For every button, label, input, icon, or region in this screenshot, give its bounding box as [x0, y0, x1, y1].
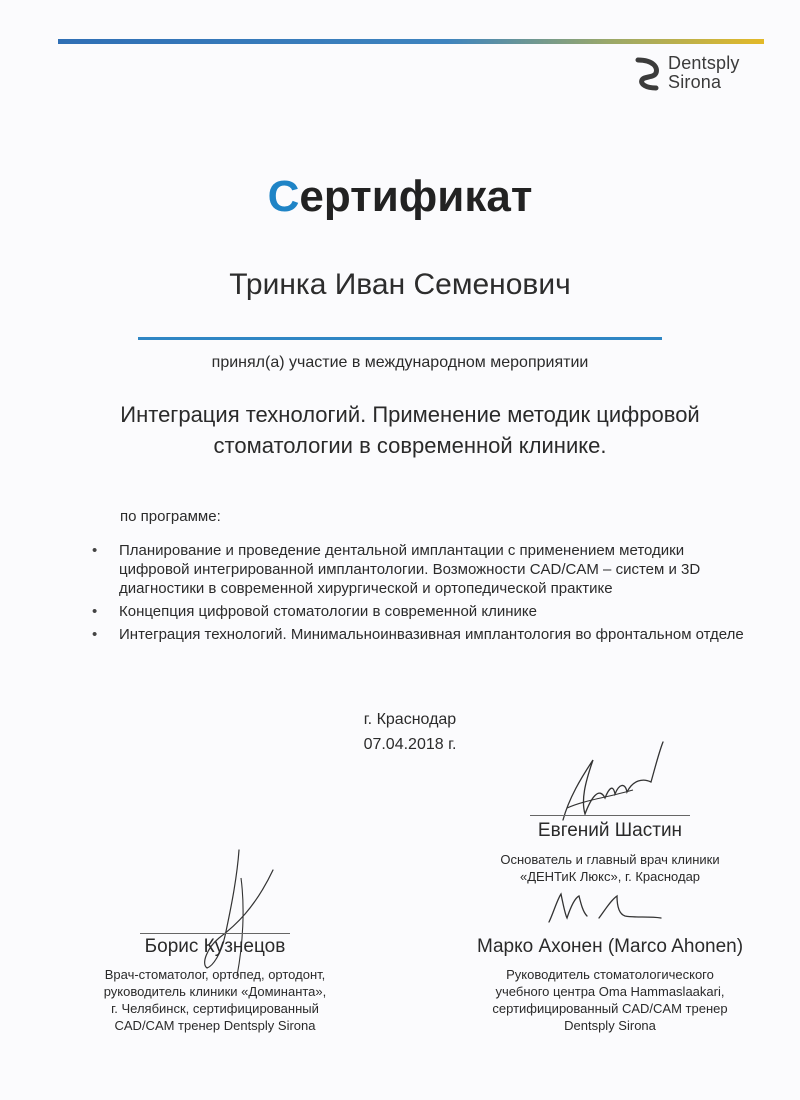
signatory-name: Борис Кузнецов	[144, 936, 286, 957]
signature-line-shastin	[530, 815, 690, 816]
dentsply-sirona-logo	[632, 54, 767, 94]
title-first-letter: С	[267, 172, 300, 221]
signatory-role-line: CAD/CAM тренер Dentsply Sirona	[114, 1018, 316, 1033]
signatory-role-line: Врач-стоматолог, ортопед, ортодонт,	[104, 967, 326, 982]
signature-kuznetsov	[185, 848, 285, 978]
bullet: •	[92, 603, 98, 620]
event-title	[60, 399, 760, 461]
signature-line-kuznetsov	[140, 933, 290, 934]
program-item-text: Концепция цифровой стоматологии в современной клинике	[119, 603, 537, 620]
place-and-date	[300, 707, 520, 757]
title-rest: ертификат	[299, 172, 533, 221]
participation-text: принял(а) участие в международном мероприятии	[211, 354, 589, 371]
list-item	[92, 541, 752, 598]
signatory-role-line: «ДЕНТиК Люкс», г. Краснодар	[519, 869, 701, 884]
signature-ahonen	[545, 888, 665, 928]
signatory-role-line: г. Челябинск, сертифицированный	[111, 1001, 319, 1016]
event-title-line-2: стоматологии в современной клинике.	[213, 433, 607, 458]
program-item-text: Планирование и проведение дентальной имплантации с применением методики цифровой интегрированной имплантологии. Возможности CAD/CAM – систем и 3D диагностики в современной хирургической и ортопедической практике	[119, 542, 701, 597]
bullet: •	[92, 626, 98, 643]
recipient-underline	[138, 337, 662, 340]
certificate-title	[0, 172, 800, 222]
signatory-role	[460, 851, 760, 885]
city: г. Краснодар	[363, 711, 457, 728]
logo-wordmark	[668, 54, 740, 92]
logo-line-1: Dentsply	[668, 53, 740, 73]
event-title-line-1: Интеграция технологий. Применение методик цифровой	[120, 402, 700, 427]
signatory-role	[70, 966, 360, 1034]
recipient-name: Тринка Иван Семенович	[229, 268, 571, 301]
program-item-text: Интеграция технологий. Минимальноинвазивная имплантология во фронтальном отделе	[119, 626, 744, 643]
signatory-name: Марко Ахонен (Marco Ahonen)	[476, 936, 744, 957]
date: 07.04.2018 г.	[363, 736, 457, 753]
list-item	[92, 625, 752, 644]
signatory-role-line: Руководитель стоматологического	[506, 967, 714, 982]
signatory-role	[460, 966, 760, 1034]
signatory-role-line: Dentsply Sirona	[564, 1018, 656, 1033]
bullet: •	[92, 542, 98, 559]
program-list	[92, 541, 752, 648]
list-item	[92, 602, 752, 621]
dentsply-sirona-logo-icon	[632, 56, 662, 92]
signatory-name: Евгений Шастин	[537, 820, 683, 841]
signatory-role-line: руководитель клиники «Доминанта»,	[103, 984, 327, 999]
signatory-role-line: Основатель и главный врач клиники	[500, 852, 720, 867]
signatory-role-line: сертифицированный CAD/CAM тренер	[492, 1001, 728, 1016]
signatory-role-line: учебного центра Oma Hammaslaakari,	[495, 984, 725, 999]
logo-line-2: Sirona	[668, 72, 722, 92]
top-gradient-bar	[58, 39, 764, 44]
program-label: по программе:	[120, 508, 221, 525]
